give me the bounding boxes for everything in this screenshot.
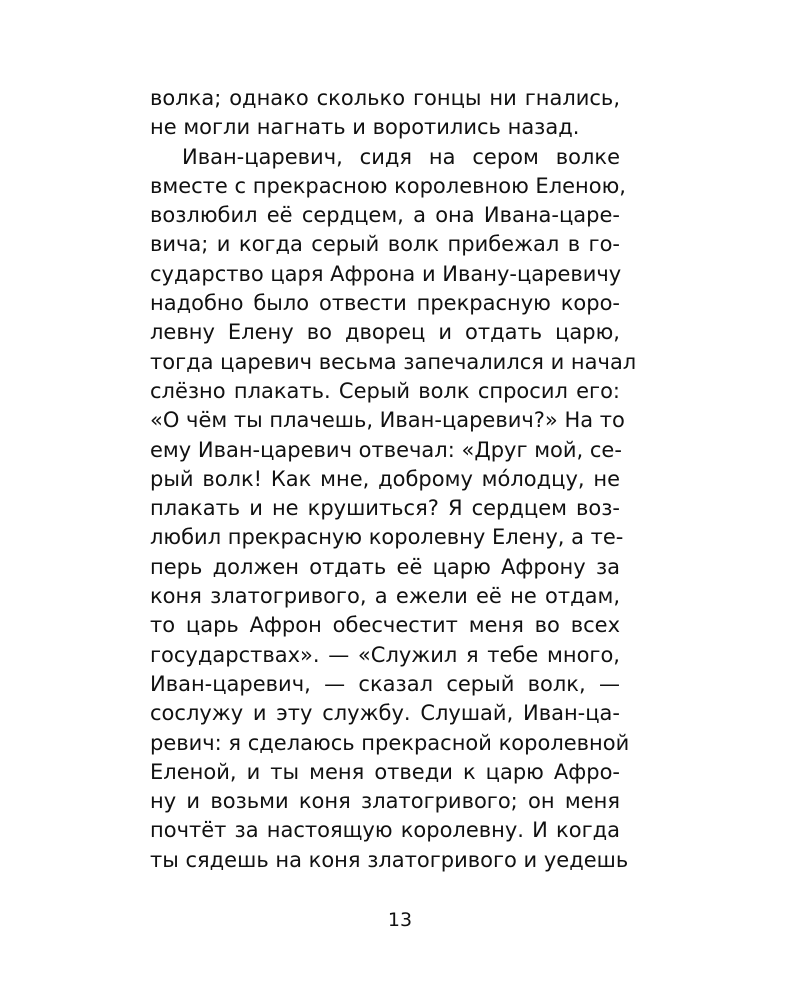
- text-line: вича; и когда серый волк прибежал в го-: [150, 232, 620, 257]
- text-line: государствах». — «Служил я тебе много,: [150, 642, 620, 667]
- text-line: ему Иван-царевич отвечал: «Друг мой, се-: [150, 437, 622, 462]
- text-line: слёзно плакать. Серый волк спросил его:: [150, 378, 620, 403]
- text-line: левну Елену во дворец и отдать царю,: [150, 320, 620, 345]
- text-line: почтёт за настоящую королевну. И когда: [150, 818, 620, 843]
- text-line: сослужу и эту службу. Слушай, Иван-ца-: [150, 701, 620, 726]
- text-line: вместе с прекрасною королевною Еленою,: [150, 173, 626, 198]
- text-line: Еленой, и ты меня отведи к царю Афро-: [150, 759, 620, 784]
- text-line: Иван-царевич, — сказал серый волк, —: [150, 671, 620, 696]
- book-page-text: [150, 84, 637, 875]
- text-line: плакать и не крушиться? Я сердцем воз-: [150, 496, 620, 521]
- text-line: рый волк! Как мне, доброму мóлодцу, не: [150, 466, 620, 491]
- text-line: «О чём ты плачешь, Иван-царевич?» На то: [150, 408, 625, 433]
- text-line: Иван-царевич, сидя на сером волке: [182, 144, 620, 169]
- text-line: любил прекрасную королевну Елену, а те-: [150, 525, 624, 550]
- text-line: не могли нагнать и воротились назад.: [150, 115, 580, 140]
- page-number: 13: [387, 909, 413, 931]
- text-line: то царь Афрон обесчестит меня во всех: [150, 613, 620, 638]
- text-line: ну и возьми коня златогривого; он меня: [150, 789, 620, 814]
- text-line: сударство царя Афрона и Ивану-царевичу: [150, 261, 622, 286]
- text-line: возлюбил её сердцем, а она Ивана-царе-: [150, 203, 620, 228]
- text-line: волка; однако сколько гонцы ни гнались,: [150, 86, 620, 110]
- text-line: тогда царевич весьма запечалился и начал: [150, 349, 637, 374]
- text-line: коня златогривого, а ежели её не отдам,: [150, 584, 620, 609]
- text-line: ревич: я сделаюсь прекрасной королевной: [150, 730, 630, 755]
- text-line: перь должен отдать её царю Афрону за: [150, 554, 620, 579]
- text-line: надобно было отвести прекрасную коро-: [150, 291, 620, 316]
- text-line: ты сядешь на коня златогривого и уедешь: [150, 847, 629, 872]
